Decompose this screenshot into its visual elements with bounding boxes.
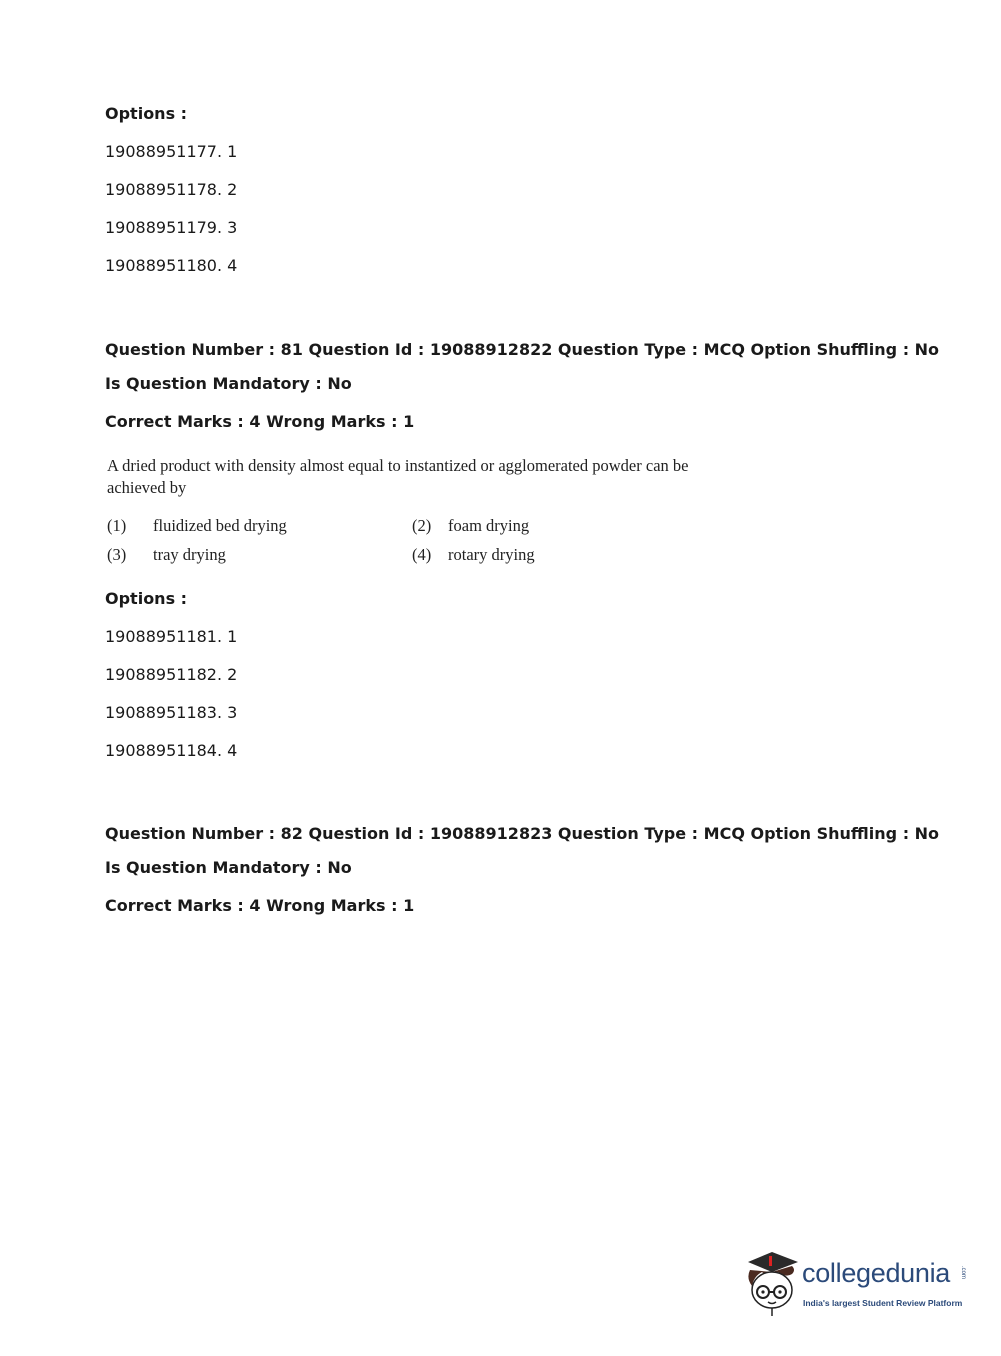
question-text-line: achieved by	[107, 478, 187, 497]
logo-domain-suffix: .com	[960, 1266, 966, 1280]
option-item: 19088951182. 2	[105, 665, 238, 684]
logo-tagline: India's largest Student Review Platform	[803, 1298, 963, 1308]
option-item: 19088951183. 3	[105, 703, 238, 722]
option-item: 19088951177. 1	[105, 142, 238, 161]
choice-text: tray drying	[153, 545, 226, 564]
choice-2	[412, 516, 529, 536]
option-item: 19088951181. 1	[105, 627, 238, 646]
option-item: 19088951180. 4	[105, 256, 238, 275]
options-heading: Options :	[105, 104, 188, 123]
question-mandatory: Is Question Mandatory : No	[105, 858, 352, 877]
question-header: Question Number : 81 Question Id : 19088912822 Question Type : MCQ Option Shuffling : No	[105, 340, 940, 359]
question-marks: Correct Marks : 4 Wrong Marks : 1	[105, 412, 415, 431]
option-item: 19088951184. 4	[105, 741, 238, 760]
choice-number: (3)	[107, 545, 127, 564]
choice-number: (2)	[412, 516, 432, 535]
choice-1	[107, 516, 287, 536]
question-mandatory: Is Question Mandatory : No	[105, 374, 352, 393]
option-item: 19088951179. 3	[105, 218, 238, 237]
choice-number: (4)	[412, 545, 432, 564]
choice-number: (1)	[107, 516, 127, 535]
question-text-line: A dried product with density almost equal to instantized or agglomerated powder can be	[107, 456, 689, 475]
options-heading: Options :	[105, 589, 188, 608]
choice-text: fluidized bed drying	[153, 516, 287, 535]
question-marks: Correct Marks : 4 Wrong Marks : 1	[105, 896, 415, 915]
option-item: 19088951178. 2	[105, 180, 238, 199]
choice-text: foam drying	[448, 516, 530, 535]
question-header: Question Number : 82 Question Id : 19088912823 Question Type : MCQ Option Shuffling : No	[105, 824, 940, 843]
collegedunia-logo	[742, 1248, 972, 1318]
logo-brand: collegedunia	[802, 1258, 951, 1288]
mascot-icon	[742, 1248, 802, 1318]
choice-text: rotary drying	[448, 545, 535, 564]
choice-3	[107, 545, 226, 565]
choice-4	[412, 545, 535, 565]
